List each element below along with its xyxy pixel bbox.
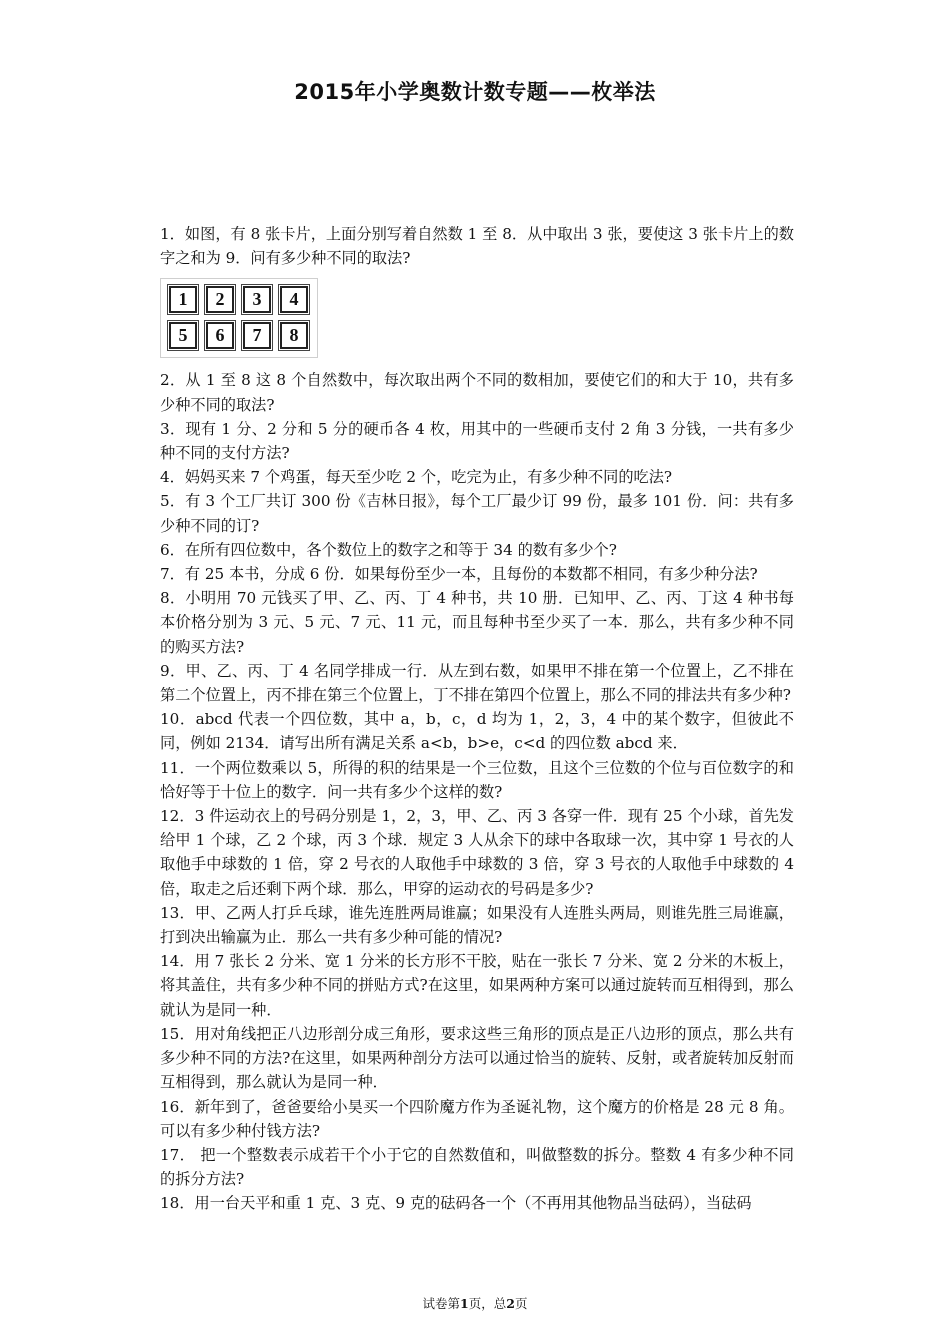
card-8: 8: [280, 322, 308, 349]
question-18: 18．用一台天平和重 1 克、3 克、9 克的砝码各一个（不再用其他物品当砝码），当砝码: [160, 1194, 752, 1213]
question-9: 9．甲、乙、丙、丁 4 名同学排成一行．从左到右数，如果甲不排在第一个位置上，乙不排在第二个位置上，丙不排在第三个位置上，丁不排在第四个位置上，那么不同的排法共有多少种?: [160, 661, 794, 705]
card-6: 6: [206, 322, 234, 349]
card-4: 4: [280, 286, 308, 313]
question-4: 4．妈妈买来 7 个鸡蛋，每天至少吃 2 个，吃完为止，有多少种不同的吃法?: [160, 468, 673, 487]
question-3: 3．现有 1 分、2 分和 5 分的硬币各 4 枚，用其中的一些硬币支付 2 角 3 分钱，一共有多少种不同的支付方法?: [160, 419, 794, 463]
footer-page-number: 1: [460, 1296, 469, 1311]
card-figure: [160, 278, 318, 358]
page-footer: [0, 1294, 950, 1312]
footer-suffix: 页: [514, 1296, 528, 1311]
question-1: 1．如图，有 8 张卡片，上面分别写着自然数 1 至 8．从中取出 3 张，要使这 3 张卡片上的数字之和为 9．问有多少种不同的取法?: [160, 225, 794, 268]
question-list: [160, 222, 794, 1216]
question-6: 6．在所有四位数中，各个数位上的数字之和等于 34 的数有多少个?: [160, 540, 617, 559]
question-8: 8．小明用 70 元钱买了甲、乙、丙、丁 4 种书，共 10 册．已知甲、乙、丙、丁这 4 种书每本价格分别为 3 元、5 元、7 元、11 元，而且每种书至少买了一本．那么，共有多少种不同的购买方法?: [160, 589, 794, 656]
question-16: 16．新年到了，爸爸要给小昊买一个四阶魔方作为圣诞礼物，这个魔方的价格是 28 元 8 角。可以有多少种付钱方法?: [160, 1097, 794, 1140]
question-15: 15．用对角线把正八边形剖分成三角形，要求这些三角形的顶点是正八边形的顶点，那么共有多少种不同的方法?在这里，如果两种剖分方法可以通过恰当的旋转、反射，或者旋转加反射而互相得到，那么就认为是同一种．: [160, 1024, 794, 1092]
footer-prefix: 试卷第: [422, 1296, 461, 1311]
card-7: 7: [243, 322, 271, 349]
footer-mid: 页，总: [468, 1296, 507, 1311]
card-1: 1: [169, 286, 197, 313]
question-12: 12．3 件运动衣上的号码分别是 1，2，3，甲、乙、丙 3 各穿一件．现有 25 个小球，首先发给甲 1 个球，乙 2 个球，丙 3 个球．规定 3 人从余下的球中各取球一次，其中穿 1 号衣的人取他手中球数的 1 倍，穿 2 号衣的人取他手中球数的 3 倍，穿 3 号衣的人取他手中球数的 4 倍，取走之后还剩下两个球．那么，甲穿的运动衣的号码是多少?: [160, 807, 794, 898]
question-11: 11．一个两位数乘以 5，所得的积的结果是一个三位数，且这个三位数的个位与百位数字的和恰好等于十位上的数字．问一共有多少个这样的数?: [160, 758, 794, 801]
question-13: 13．甲、乙两人打乒乓球，谁先连胜两局谁赢；如果没有人连胜头两局，则谁先胜三局谁赢，打到决出输赢为止．那么一共有多少种可能的情况?: [160, 903, 794, 947]
question-2: 2．从 1 至 8 这 8 个自然数中，每次取出两个不同的数相加，要使它们的和大于 10，共有多少种不同的取法?: [160, 371, 794, 414]
question-10: 10．abcd 代表一个四位数，其中 a，b，c，d 均为 1，2，3，4 中的某个数字，但彼此不同，例如 2134．请写出所有满足关系 a<b，b>e，c<d 的四位数 abcd 来．: [160, 710, 794, 753]
card-2: 2: [206, 286, 234, 313]
question-5: 5．有 3 个工厂共订 300 份《吉林日报》，每个工厂最少订 99 份，最多 101 份．问：共有多少种不同的订?: [160, 492, 794, 535]
question-7: 7．有 25 本书，分成 6 份．如果每份至少一本，且每份的本数都不相同，有多少种分法?: [160, 565, 758, 584]
document-title: 2015年小学奥数计数专题——枚举法: [294, 80, 656, 104]
footer-total-pages: 2: [506, 1296, 515, 1311]
card-5: 5: [169, 322, 197, 349]
question-17: 17． 把一个整数表示成若干个小于它的自然数值和，叫做整数的拆分。整数 4 有多少种不同的拆分方法?: [160, 1145, 794, 1189]
card-3: 3: [243, 286, 271, 313]
question-14: 14．用 7 张长 2 分米、宽 1 分米的长方形不干胶，贴在一张长 7 分米、宽 2 分米的木板上，将其盖住，共有多少种不同的拼贴方式?在这里，如果两种方案可以通过旋转而互相得到，那么就认为是同一种．: [160, 952, 794, 1019]
